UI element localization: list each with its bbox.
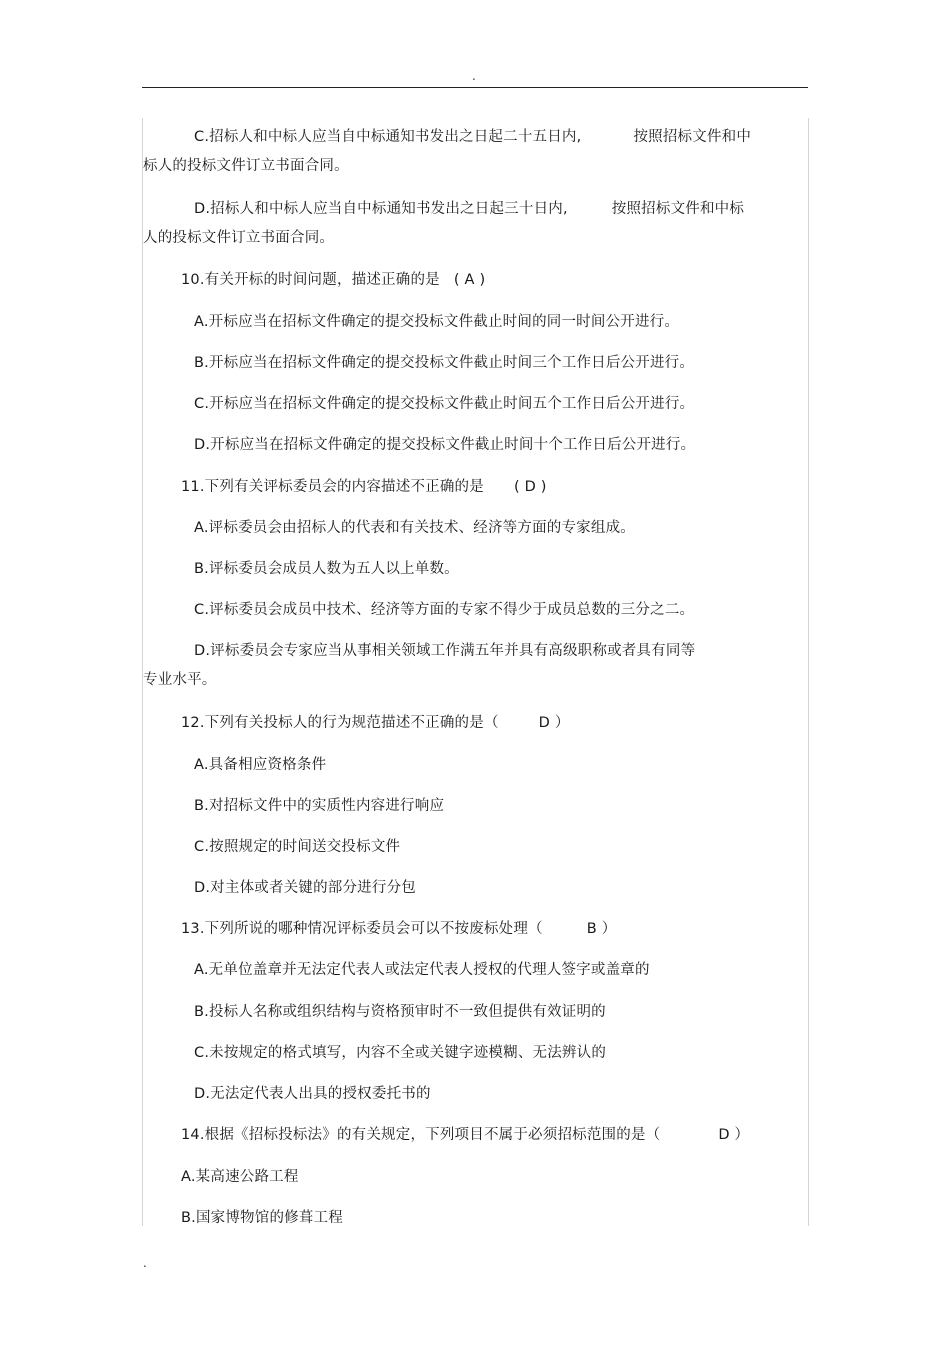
question-14-option-a: A.某高速公路工程 [181, 1169, 299, 1185]
option-c-text: C.招标人和中标人应当自中标通知书发出之日起二十五日内, [194, 129, 582, 145]
option-c-line2: 标人的投标文件订立书面合同。 [143, 158, 349, 174]
question-10-option-b: B.开标应当在招标文件确定的提交投标文件截止时间三个工作日后公开进行。 [194, 355, 695, 371]
option-d-text: D.招标人和中标人应当自中标通知书发出之日起三十日内, [194, 201, 568, 217]
question-12-option-b: B.对招标文件中的实质性内容进行响应 [194, 798, 445, 814]
question-11-text: 11.下列有关评标委员会的内容描述不正确的是 [181, 479, 484, 495]
question-12-answer: D ） [538, 715, 570, 731]
question-11-option-b: B.评标委员会成员人数为五人以上单数。 [194, 561, 459, 577]
question-11-answer: ( D ) [513, 479, 547, 495]
question-11-option-c: C.评标委员会成员中技术、经济等方面的专家不得少于成员总数的三分之二。 [194, 602, 695, 618]
question-12-option-a: A.具备相应资格条件 [194, 757, 327, 773]
question-13-text: 13.下列所说的哪种情况评标委员会可以不按废标处理（ [181, 921, 543, 937]
question-13-option-b: B.投标人名称或组织结构与资格预审时不一致但提供有效证明的 [194, 1004, 606, 1020]
question-10-option-d: D.开标应当在招标文件确定的提交投标文件截止时间十个工作日后公开进行。 [194, 437, 696, 453]
question-10-text: 10.有关开标的时间问题，描述正确的是 [181, 272, 440, 288]
question-13-option-a: A.无单位盖章并无法定代表人或法定代表人授权的代理人签字或盖章的 [194, 962, 650, 978]
question-13-option-c: C.未按规定的格式填写，内容不全或关键字迹模糊、无法辨认的 [194, 1045, 607, 1061]
question-13-option-d: D.无法定代表人出具的授权委托书的 [194, 1086, 431, 1102]
question-11 [181, 477, 547, 497]
question-12-option-c: C.按照规定的时间送交投标文件 [194, 839, 401, 855]
question-14-text: 14.根据《招标投标法》的有关规定，下列项目不属于必须招标范围的是（ [181, 1127, 661, 1143]
question-10 [181, 270, 485, 290]
question-12-text: 12.下列有关投标人的行为规范描述不正确的是（ [181, 715, 499, 731]
question-13-answer: B ） [586, 921, 617, 937]
question-12-option-d: D.对主体或者关键的部分进行分包 [194, 880, 416, 896]
option-d-text-cont: 按照招标文件和中标 [611, 201, 745, 217]
question-10-option-a: A.开标应当在招标文件确定的提交投标文件截止时间的同一时间公开进行。 [194, 314, 680, 330]
question-11-option-a: A.评标委员会由招标人的代表和有关技术、经济等方面的专家组成。 [194, 520, 635, 536]
question-14 [181, 1125, 749, 1145]
option-c-line1 [194, 127, 751, 147]
header-rule [142, 87, 808, 88]
question-10-answer: ( A ) [453, 272, 486, 288]
question-10-option-c: C.开标应当在招标文件确定的提交投标文件截止时间五个工作日后公开进行。 [194, 396, 695, 412]
option-d-line1 [194, 199, 744, 219]
question-14-option-b: B.国家博物馆的修葺工程 [181, 1210, 343, 1226]
question-12 [181, 713, 570, 733]
question-11-option-d-line2: 专业水平。 [143, 672, 217, 688]
footer-mark: . [143, 1256, 147, 1270]
option-c-text-cont: 按照招标文件和中 [633, 129, 752, 145]
question-11-option-d-line1: D.评标委员会专家应当从事相关领域工作满五年并具有高级职称或者具有同等 [194, 643, 696, 659]
header-mark: . [472, 69, 476, 83]
option-d-line2: 人的投标文件订立书面合同。 [143, 230, 335, 246]
question-13 [181, 919, 616, 939]
question-14-answer: D ） [718, 1127, 750, 1143]
